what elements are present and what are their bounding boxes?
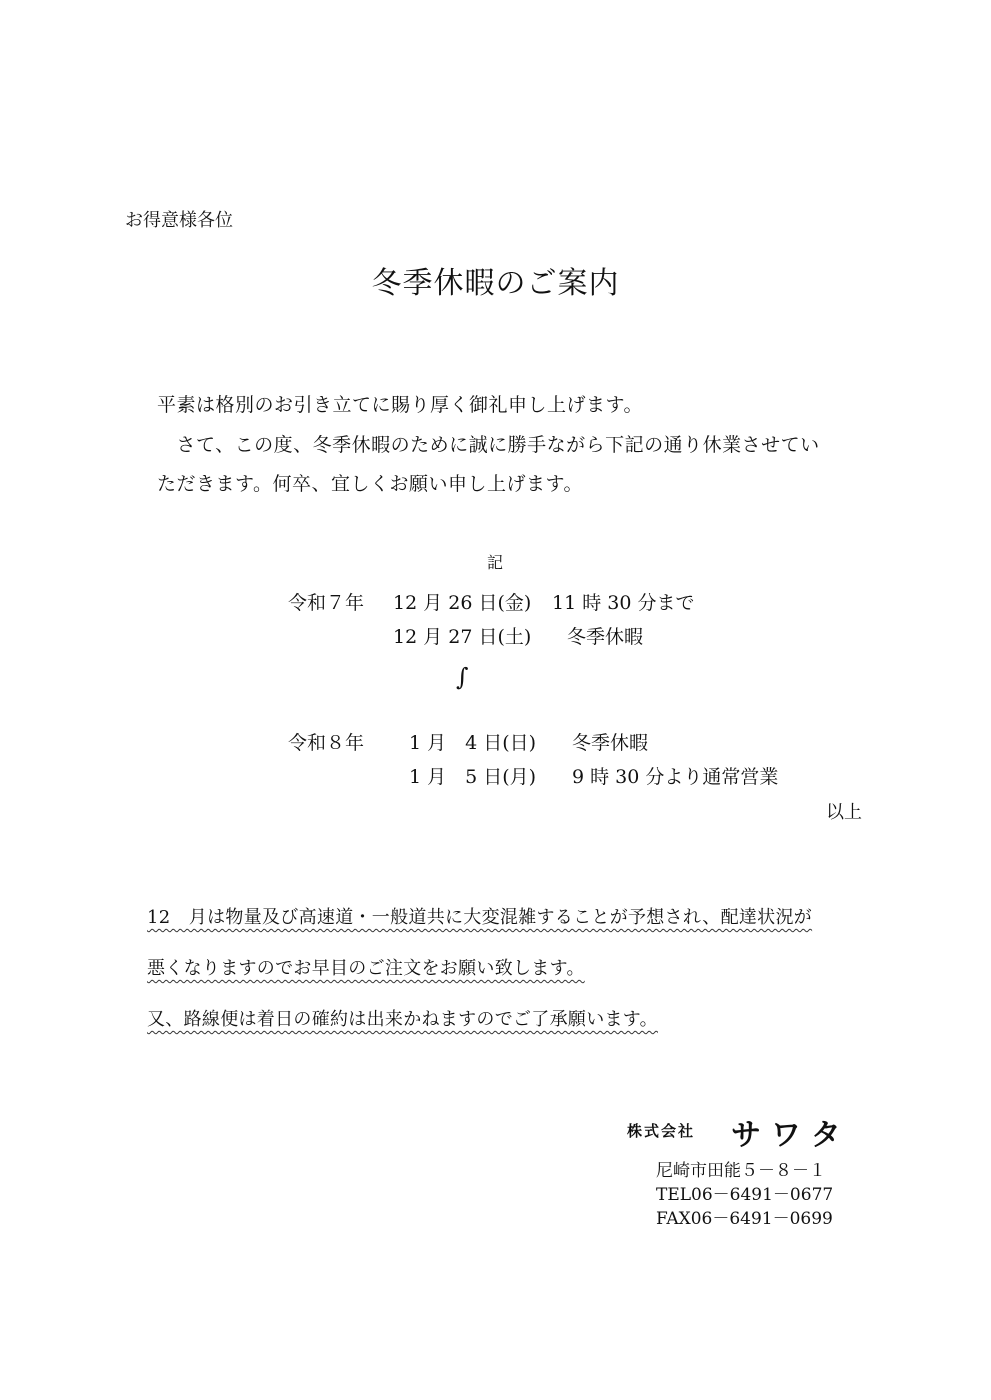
- schedule-row-3-note: 冬季休暇: [572, 732, 649, 754]
- company-fax: FAX06－6491－0699: [656, 1209, 833, 1229]
- company-tel: TEL06－6491－0677: [656, 1185, 834, 1205]
- closing-ijou: 以上: [826, 802, 862, 823]
- schedule-row-1-note: 11 時 30 分まで: [552, 592, 695, 614]
- company-name: サワタ: [731, 1118, 851, 1153]
- company-address: 尼崎市田能５－８－１: [656, 1161, 826, 1181]
- ki-heading: 記: [487, 553, 504, 572]
- schedule-row-1-date: 12 月 26 日(金): [393, 592, 532, 614]
- notice-line-1: 12 月は物量及び高速道・一般道共に大変混雑することが予想され、配達状況が: [147, 907, 813, 928]
- schedule-row-3-date: 1 月 4 日(日): [409, 732, 537, 754]
- schedule-row-1-era: 令和７年: [288, 592, 365, 614]
- notice-line-2: 悪くなりますのでお早目のご注文をお願い致します。: [147, 958, 585, 979]
- body-line-3: ただきます。何卒、宜しくお願い申し上げます。: [157, 473, 583, 495]
- body-line-2-text: さて、この度、冬季休暇のために誠に勝手ながら下記の通り休業させてい: [176, 434, 820, 456]
- body-line-1: 平素は格別のお引き立てに賜り厚く御礼申し上げます。: [157, 394, 643, 416]
- schedule-row-4-date: 1 月 5 日(月): [409, 766, 537, 788]
- company-prefix: 株式会社: [627, 1122, 696, 1140]
- schedule-row-2-note: 冬季休暇: [567, 626, 644, 648]
- notice-line-3: 又、路線便は着日の確約は出来かねますのでご了承願います。: [147, 1009, 658, 1030]
- body-line-2: [157, 430, 820, 457]
- range-mark: ∫: [456, 663, 469, 691]
- schedule-row-2-date: 12 月 27 日(土): [393, 626, 532, 648]
- schedule-row-4-note: 9 時 30 分より通常営業: [572, 766, 779, 788]
- addressee: お得意様各位: [125, 210, 233, 231]
- page-title: 冬季休暇のご案内: [371, 266, 620, 301]
- schedule-row-3-era: 令和８年: [288, 732, 365, 754]
